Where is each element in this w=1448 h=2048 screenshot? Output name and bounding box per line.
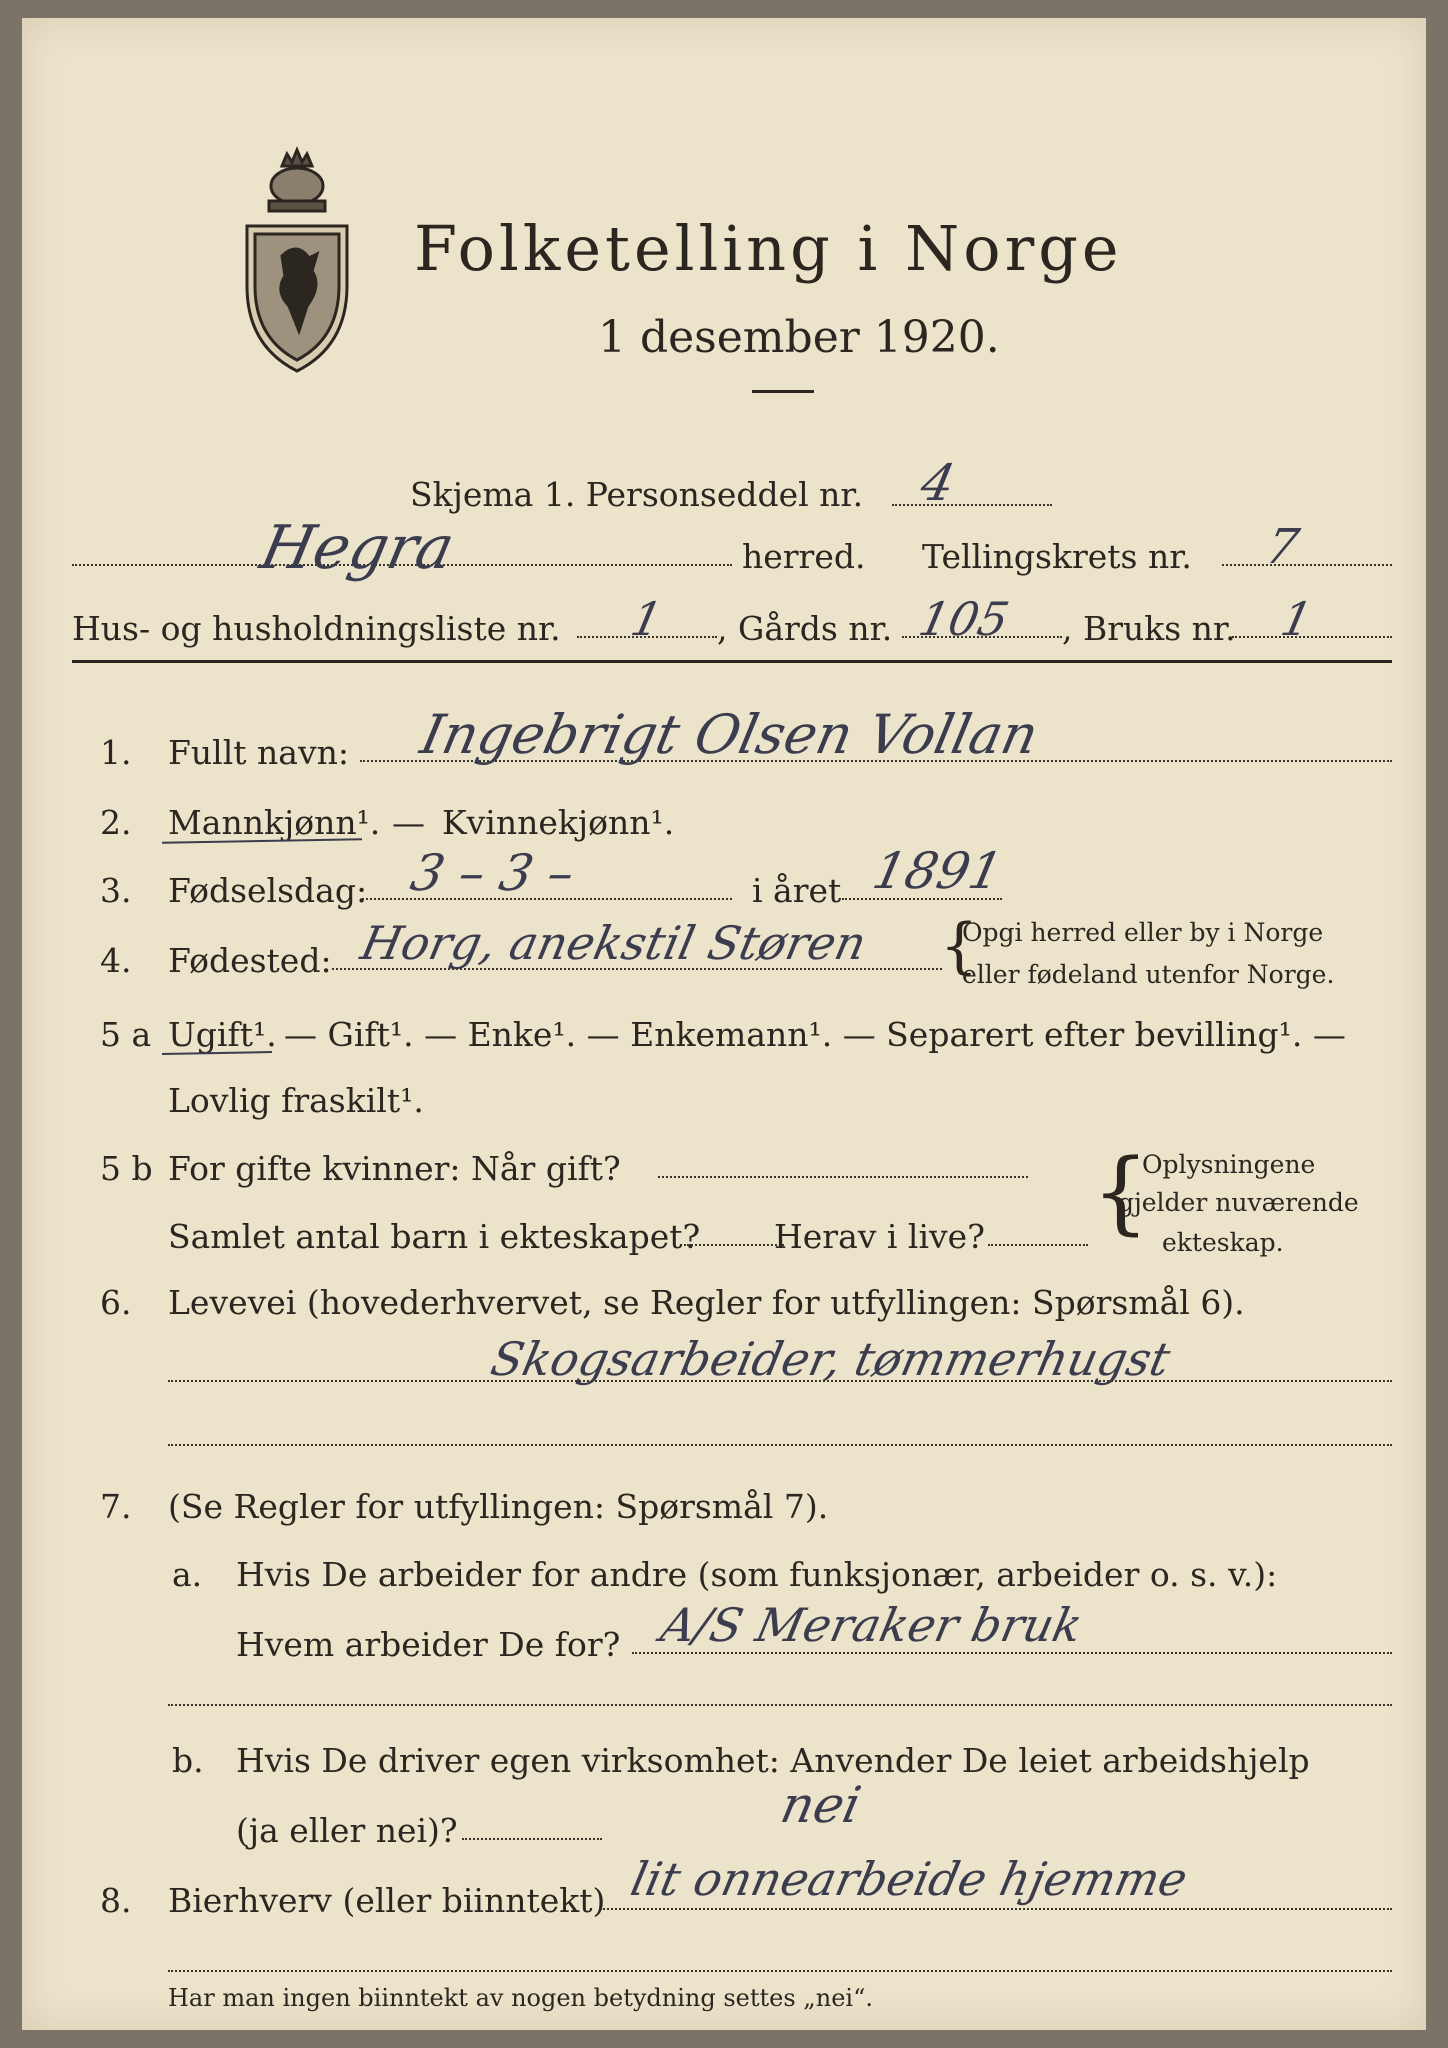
q6-label: Levevei (hovederhvervet, se Regler for utfyllingen: Spørsmål 6). — [168, 1283, 1245, 1322]
q7-number: 7. — [100, 1487, 132, 1526]
q5a-number: 5 a — [100, 1015, 152, 1054]
q6-line-2 — [168, 1444, 1392, 1446]
q8-label: Bierhverv (eller biinntekt) — [168, 1881, 606, 1920]
hus-label: Hus- og husholdningsliste nr. — [72, 609, 561, 648]
q7b-number: b. — [172, 1741, 204, 1780]
q3-year-value: 1891 — [867, 842, 1008, 900]
q1-value: Ingebrigt Olsen Vollan — [415, 703, 1044, 766]
footer-note: Har man ingen biinntekt av nogen betydning settes „nei“. — [168, 1984, 873, 2012]
q8-value: lit onnearbeide hjemme — [626, 1852, 1193, 1906]
q5b-note-2: gjelder nuværende — [1118, 1188, 1359, 1217]
bruks-value: 1 — [1276, 592, 1318, 646]
q1-label: Fullt navn: — [168, 733, 349, 772]
q5a-ugift: Ugift¹. — [168, 1015, 277, 1054]
q5b-line-2: Samlet antal barn i ekteskapet? — [168, 1217, 701, 1256]
q6-value: Skogsarbeider, tømmerhugst — [486, 1332, 1175, 1386]
q5b-note-1: Oplysningene — [1142, 1150, 1316, 1179]
tellingskrets-line — [1222, 564, 1392, 566]
q2-number: 2. — [100, 803, 132, 842]
title-divider — [752, 390, 814, 393]
herred-label: herred. — [742, 537, 866, 576]
q4-note-2: eller fødeland utenfor Norge. — [962, 960, 1335, 989]
q2-dash: — — [392, 803, 425, 842]
q3-year-label: i året — [752, 871, 842, 910]
q8-line-extra — [168, 1970, 1392, 1972]
census-form — [22, 18, 1426, 2030]
q7-label: (Se Regler for utfyllingen: Spørsmål 7). — [168, 1487, 829, 1526]
q5a-fraskilt: Lovlig fraskilt¹. — [168, 1081, 424, 1120]
q7a-value: A/S Meraker bruk — [656, 1598, 1087, 1652]
q7a-line — [632, 1652, 1392, 1654]
q8-line — [600, 1908, 1392, 1910]
gards-label: , Gårds nr. — [717, 609, 893, 648]
q4-brace: { — [940, 911, 979, 981]
q3-label: Fødselsdag: — [168, 871, 368, 910]
q7a-line-1: Hvis De arbeider for andre (som funksjonær, arbeider o. s. v.): — [236, 1555, 1278, 1594]
q8-number: 8. — [100, 1881, 132, 1920]
herred-value: Hegra — [254, 513, 461, 583]
q7a-number: a. — [172, 1555, 203, 1594]
q7b-line-1: Hvis De driver egen virksomhet: Anvender De leiet arbeidshjelp — [236, 1741, 1310, 1780]
q4-label: Fødested: — [168, 941, 332, 980]
q7b-line — [462, 1838, 602, 1840]
header-divider — [72, 660, 1392, 663]
gards-value: 105 — [914, 592, 1014, 646]
q4-number: 4. — [100, 941, 132, 980]
q2-kvinne: Kvinnekjønn¹. — [442, 803, 675, 842]
schema-label: Skjema 1. Personseddel nr. — [410, 475, 864, 514]
q5b-herav: Herav i live? — [774, 1217, 985, 1256]
q7a-line-2: Hvem arbeider De for? — [236, 1625, 621, 1664]
q6-number: 6. — [100, 1283, 132, 1322]
q5b-herav-line — [988, 1244, 1088, 1246]
q2-mann: Mannkjønn¹. — [168, 803, 381, 842]
bruks-line — [1232, 636, 1392, 638]
q4-value: Horg, anekstil Støren — [356, 916, 872, 970]
bruks-label: , Bruks nr. — [1062, 609, 1236, 648]
q4-note-1: Opgi herred eller by i Norge — [962, 918, 1324, 947]
q3-value: 3 – 3 – — [405, 844, 580, 902]
tellingskrets-value: 7 — [1261, 519, 1304, 575]
hus-value: 1 — [626, 592, 668, 646]
tellingskrets-label: Tellingskrets nr. — [922, 537, 1192, 576]
q5b-brace: { — [1092, 1140, 1150, 1245]
q7b-line-2: (ja eller nei)? — [236, 1811, 458, 1850]
q5b-line-1: For gifte kvinner: Når gift? — [168, 1149, 621, 1188]
q5a-options: — Gift¹. — Enke¹. — Enkemann¹. — Separert efter bevilling¹. — — [284, 1015, 1346, 1054]
personseddel-value: 4 — [915, 454, 960, 512]
coat-of-arms-icon — [237, 146, 357, 376]
q7a-line-extra — [168, 1704, 1392, 1706]
q5b-barn-line — [684, 1244, 784, 1246]
form-date: 1 desember 1920. — [598, 312, 1000, 363]
q5b-note-3: ekteskap. — [1162, 1228, 1284, 1257]
q5b-number: 5 b — [100, 1149, 153, 1188]
q3-number: 3. — [100, 871, 132, 910]
q6-line-1 — [168, 1380, 1392, 1382]
q7b-value: nei — [775, 1776, 866, 1834]
q5b-gift-line — [658, 1176, 1028, 1178]
q1-number: 1. — [100, 733, 132, 772]
form-title: Folketelling i Norge — [414, 212, 1123, 285]
